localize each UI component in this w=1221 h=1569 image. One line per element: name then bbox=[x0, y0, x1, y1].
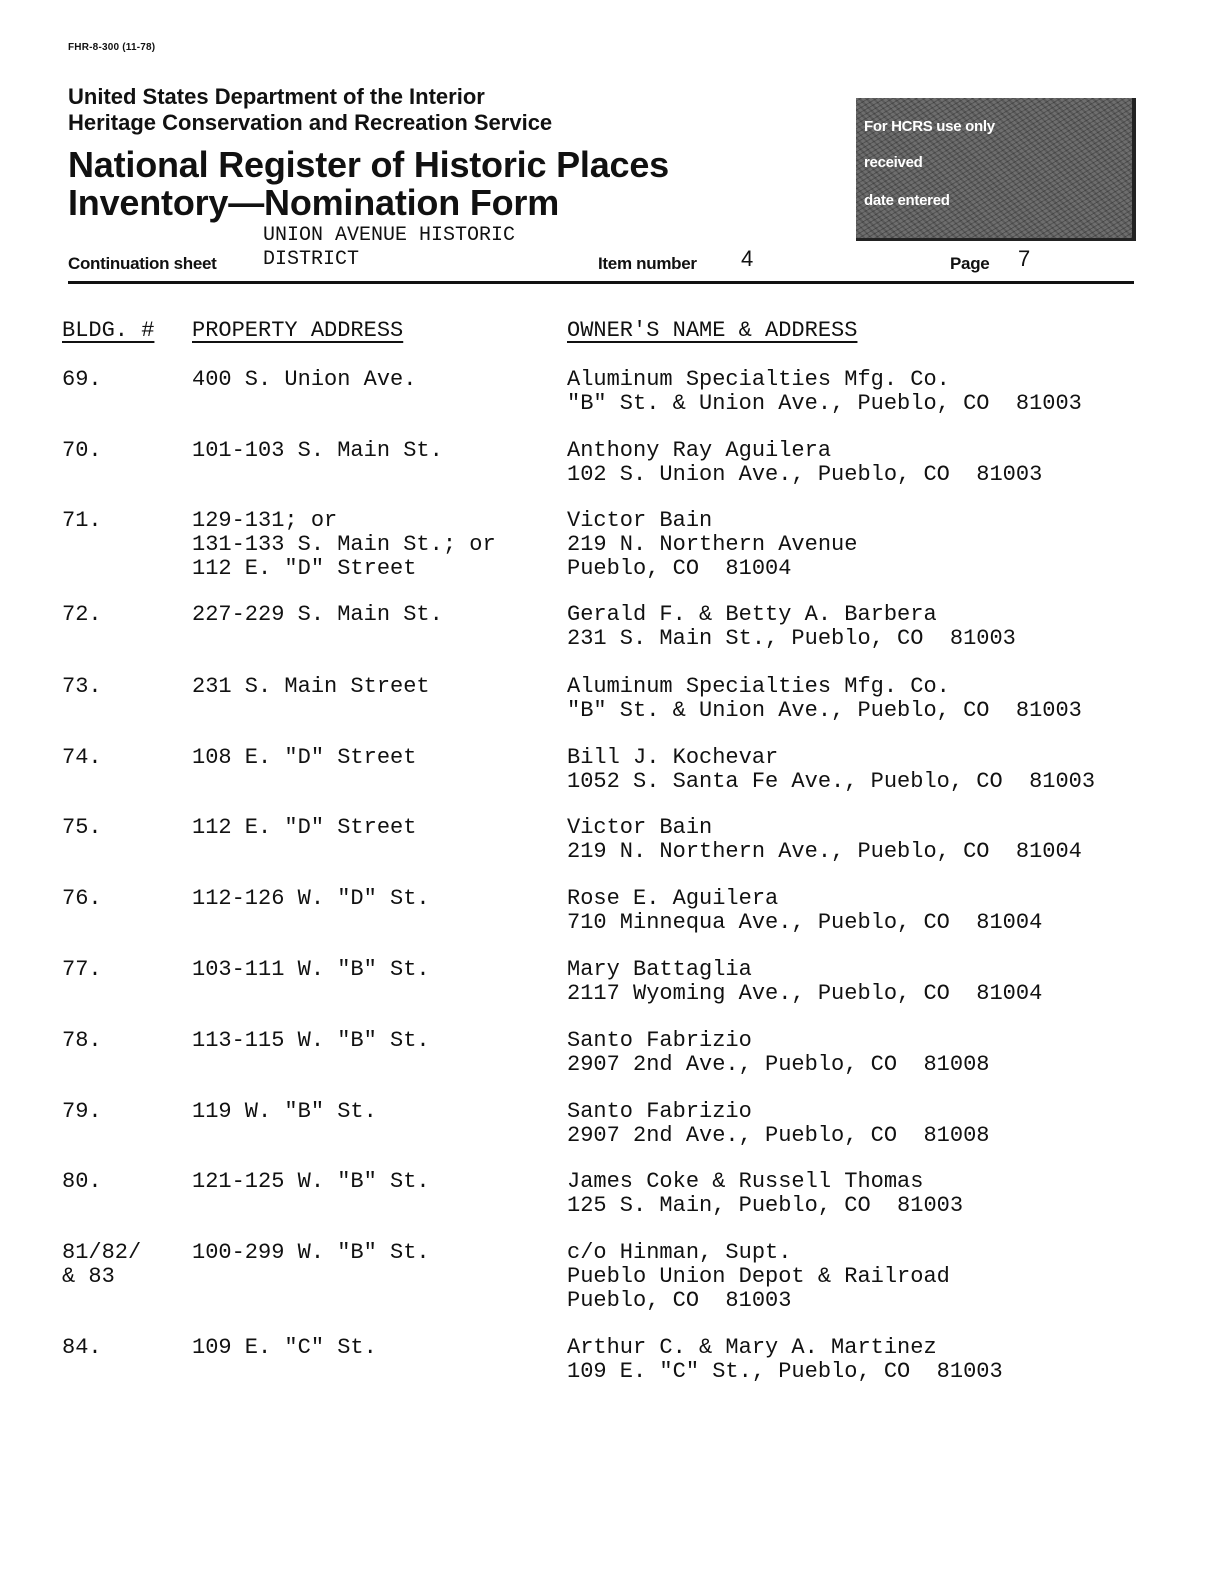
item-number-label: Item number bbox=[598, 254, 697, 273]
owner-name-address-line: 109 E. "C" St., Pueblo, CO 81003 bbox=[567, 1359, 1003, 1384]
owner-name-address-line: Rose E. Aguilera bbox=[567, 886, 779, 911]
property-address bbox=[192, 1241, 430, 1265]
title-line-1: National Register of Historic Places bbox=[68, 144, 669, 185]
bldg-number-line: 77. bbox=[62, 957, 102, 982]
owner-name-address bbox=[567, 1100, 989, 1148]
bldg-number bbox=[62, 603, 102, 627]
district-line-1: UNION AVENUE HISTORIC bbox=[263, 224, 516, 247]
bldg-number bbox=[62, 816, 102, 840]
header-rule bbox=[68, 281, 1134, 284]
property-address bbox=[192, 1100, 377, 1124]
owner-name-address-line: 710 Minnequa Ave., Pueblo, CO 81004 bbox=[567, 910, 1043, 935]
owner-name-address bbox=[567, 675, 1082, 723]
owner-name-address bbox=[567, 603, 1016, 651]
bldg-number-line: 69. bbox=[62, 367, 102, 392]
bldg-number bbox=[62, 675, 102, 699]
property-address-line: 112-126 W. "D" St. bbox=[192, 886, 430, 911]
property-address bbox=[192, 603, 443, 627]
owner-name-address-line: Santo Fabrizio bbox=[567, 1099, 752, 1124]
owner-name-address-line: Arthur C. & Mary A. Martinez bbox=[567, 1335, 937, 1360]
bldg-number bbox=[62, 1170, 102, 1194]
owner-name-address-line: 2117 Wyoming Ave., Pueblo, CO 81004 bbox=[567, 981, 1043, 1006]
owner-name-address-line: Santo Fabrizio bbox=[567, 1028, 752, 1053]
owner-name-address-line: 219 N. Northern Avenue bbox=[567, 532, 858, 557]
bldg-number-line: 72. bbox=[62, 602, 102, 627]
owner-name-address bbox=[567, 439, 1042, 487]
owner-name-address-line: 125 S. Main, Pueblo, CO 81003 bbox=[567, 1193, 964, 1218]
stamp-line-3: date entered bbox=[864, 192, 950, 209]
hcrs-use-stamp bbox=[856, 98, 1136, 241]
bldg-number-line: 81/82/ bbox=[62, 1240, 142, 1265]
owner-name-address-line: c/o Hinman, Supt. bbox=[567, 1240, 792, 1265]
bldg-number bbox=[62, 368, 102, 392]
bldg-number-line: 76. bbox=[62, 886, 102, 911]
district-line-2: DISTRICT bbox=[263, 248, 360, 271]
owner-name-address bbox=[567, 746, 1095, 794]
column-header-address: PROPERTY ADDRESS bbox=[192, 318, 404, 343]
property-address bbox=[192, 509, 496, 581]
stamp-line-1: For HCRS use only bbox=[864, 118, 995, 135]
property-address-line: 103-111 W. "B" St. bbox=[192, 957, 430, 982]
bldg-number-line: 78. bbox=[62, 1028, 102, 1053]
stamp-line-2: received bbox=[864, 154, 923, 171]
bldg-number bbox=[62, 509, 102, 533]
owner-name-address-line: Aluminum Specialties Mfg. Co. bbox=[567, 367, 950, 392]
owner-name-address-line: "B" St. & Union Ave., Pueblo, CO 81003 bbox=[567, 391, 1082, 416]
owner-name-address-line: 2907 2nd Ave., Pueblo, CO 81008 bbox=[567, 1052, 990, 1077]
owner-name-address-line: Bill J. Kochevar bbox=[567, 745, 779, 770]
property-address-line: 119 W. "B" St. bbox=[192, 1099, 377, 1124]
owner-name-address-line: Anthony Ray Aguilera bbox=[567, 438, 832, 463]
property-address bbox=[192, 958, 430, 982]
title-line-2: Inventory—Nomination Form bbox=[68, 182, 560, 223]
column-header-bldg: BLDG. # bbox=[62, 318, 155, 343]
bldg-number bbox=[62, 958, 102, 982]
property-address-line: 113-115 W. "B" St. bbox=[192, 1028, 430, 1053]
bldg-number-line: 79. bbox=[62, 1099, 102, 1124]
owner-name-address bbox=[567, 1336, 1003, 1384]
bldg-number bbox=[62, 1336, 102, 1360]
property-address-line: 121-125 W. "B" St. bbox=[192, 1169, 430, 1194]
owner-name-address-line: Victor Bain bbox=[567, 508, 713, 533]
property-address-line: 101-103 S. Main St. bbox=[192, 438, 443, 463]
bldg-number bbox=[62, 1029, 102, 1053]
owner-name-address bbox=[567, 958, 1042, 1006]
property-address-line: 100-299 W. "B" St. bbox=[192, 1240, 430, 1265]
property-address bbox=[192, 887, 430, 911]
property-address-line: 109 E. "C" St. bbox=[192, 1335, 377, 1360]
bldg-number bbox=[62, 1100, 102, 1124]
bldg-number-line: 74. bbox=[62, 745, 102, 770]
bldg-number bbox=[62, 887, 102, 911]
property-address-line: 227-229 S. Main St. bbox=[192, 602, 443, 627]
bldg-number bbox=[62, 746, 102, 770]
property-address bbox=[192, 439, 443, 463]
owner-name-address-line: Pueblo, CO 81003 bbox=[567, 1288, 792, 1313]
property-address-line: 131-133 S. Main St.; or bbox=[192, 532, 496, 557]
continuation-sheet-label: Continuation sheet bbox=[68, 254, 217, 273]
property-address bbox=[192, 675, 430, 699]
owner-name-address-line: Pueblo, CO 81004 bbox=[567, 556, 792, 581]
property-address bbox=[192, 746, 416, 770]
bldg-number-line: 84. bbox=[62, 1335, 102, 1360]
owner-name-address bbox=[567, 887, 1042, 935]
bldg-number-line: 80. bbox=[62, 1169, 102, 1194]
property-address-line: 108 E. "D" Street bbox=[192, 745, 417, 770]
bldg-number-line: 75. bbox=[62, 815, 102, 840]
item-number-value: 4 bbox=[741, 246, 754, 271]
property-address-line: 112 E. "D" Street bbox=[192, 815, 417, 840]
bldg-number-line: 71. bbox=[62, 508, 102, 533]
owner-name-address bbox=[567, 816, 1082, 864]
property-address bbox=[192, 1170, 430, 1194]
property-address bbox=[192, 816, 416, 840]
owner-name-address bbox=[567, 1241, 950, 1313]
agency-block bbox=[68, 84, 552, 136]
agency-line-2: Heritage Conservation and Recreation Service bbox=[68, 110, 553, 135]
owner-name-address-line: 219 N. Northern Ave., Pueblo, CO 81004 bbox=[567, 839, 1082, 864]
owner-name-address-line: Aluminum Specialties Mfg. Co. bbox=[567, 674, 950, 699]
bldg-number bbox=[62, 439, 102, 463]
property-address-line: 129-131; or bbox=[192, 508, 338, 533]
owner-name-address-line: James Coke & Russell Thomas bbox=[567, 1169, 924, 1194]
owner-name-address-line: Victor Bain bbox=[567, 815, 713, 840]
bldg-number bbox=[62, 1241, 141, 1289]
owner-name-address bbox=[567, 1170, 963, 1218]
bldg-number-line: & 83 bbox=[62, 1264, 115, 1289]
property-address bbox=[192, 368, 416, 392]
form-code: FHR-8-300 (11-78) bbox=[68, 42, 156, 53]
owner-name-address bbox=[567, 509, 857, 581]
property-address-line: 231 S. Main Street bbox=[192, 674, 430, 699]
owner-name-address bbox=[567, 1029, 989, 1077]
bldg-number-line: 70. bbox=[62, 438, 102, 463]
owner-name-address-line: Pueblo Union Depot & Railroad bbox=[567, 1264, 950, 1289]
page-label: Page bbox=[950, 254, 990, 273]
page-value: 7 bbox=[1018, 246, 1031, 271]
bldg-number-line: 73. bbox=[62, 674, 102, 699]
owner-name-address-line: "B" St. & Union Ave., Pueblo, CO 81003 bbox=[567, 698, 1082, 723]
property-address bbox=[192, 1336, 377, 1360]
column-header-owner: OWNER'S NAME & ADDRESS bbox=[567, 318, 858, 343]
property-address-line: 400 S. Union Ave. bbox=[192, 367, 417, 392]
owner-name-address bbox=[567, 368, 1082, 416]
agency-line-1: United States Department of the Interior bbox=[68, 84, 485, 109]
owner-name-address-line: 2907 2nd Ave., Pueblo, CO 81008 bbox=[567, 1123, 990, 1148]
owner-name-address-line: Gerald F. & Betty A. Barbera bbox=[567, 602, 937, 627]
owner-name-address-line: 231 S. Main St., Pueblo, CO 81003 bbox=[567, 626, 1016, 651]
owner-name-address-line: 102 S. Union Ave., Pueblo, CO 81003 bbox=[567, 462, 1043, 487]
district-name bbox=[263, 224, 515, 272]
owner-name-address-line: Mary Battaglia bbox=[567, 957, 752, 982]
property-address-line: 112 E. "D" Street bbox=[192, 556, 417, 581]
owner-name-address-line: 1052 S. Santa Fe Ave., Pueblo, CO 81003 bbox=[567, 769, 1096, 794]
form-title bbox=[68, 146, 669, 222]
property-address bbox=[192, 1029, 430, 1053]
